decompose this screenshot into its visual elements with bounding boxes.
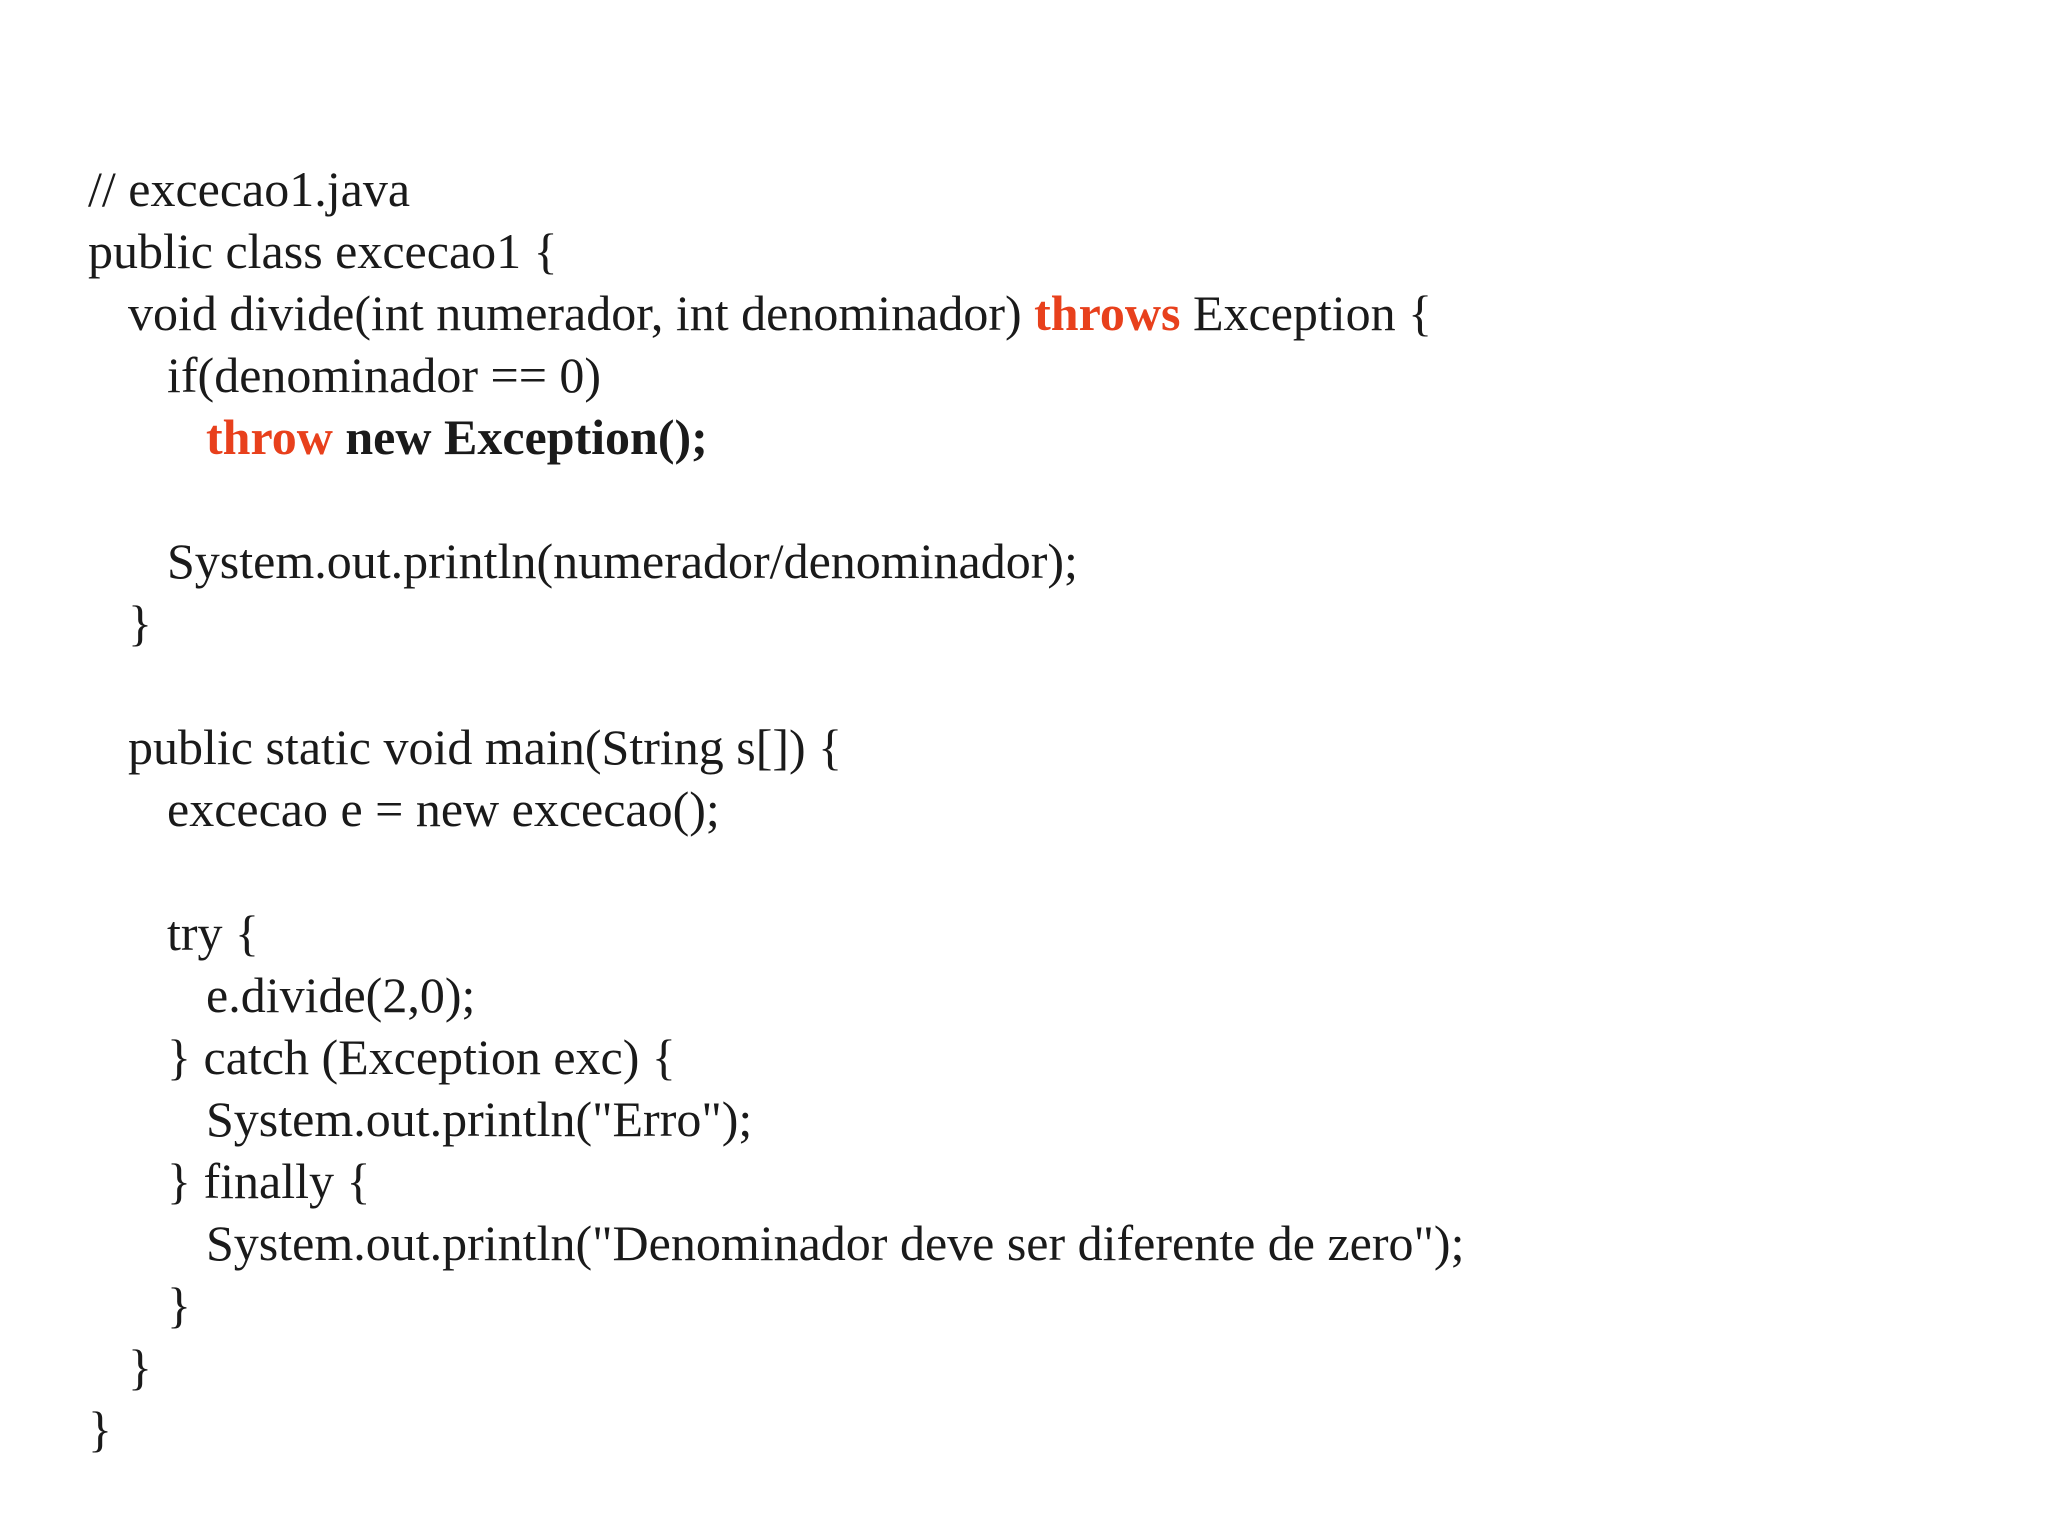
if-text: if(denominador == 0)	[167, 347, 602, 403]
finally-text: } finally {	[167, 1153, 371, 1209]
println-erro-text: System.out.println("Erro");	[206, 1091, 753, 1147]
instantiation-text: excecao e = new excecao();	[167, 781, 720, 837]
code-line-catch	[88, 1026, 1464, 1088]
code-line-blank	[88, 468, 1464, 530]
code-line-try	[88, 902, 1464, 964]
code-line-blank	[88, 840, 1464, 902]
method-close-brace: }	[128, 595, 152, 651]
code-line-main-decl	[88, 716, 1464, 778]
code-line-method-close	[88, 592, 1464, 654]
code-line-finally	[88, 1150, 1464, 1212]
class-close-brace: }	[88, 1401, 112, 1457]
code-line-method-decl	[88, 282, 1464, 344]
code-line-divide-call	[88, 964, 1464, 1026]
code-line-if	[88, 344, 1464, 406]
println-division-text: System.out.println(numerador/denominador);	[167, 533, 1078, 589]
try-text: try {	[167, 905, 260, 961]
println-denominador-text: System.out.println("Denominador deve ser diferente de zero");	[206, 1215, 1465, 1271]
code-line-blank	[88, 654, 1464, 716]
catch-text: } catch (Exception exc) {	[167, 1029, 676, 1085]
code-line-instantiation	[88, 778, 1464, 840]
throw-keyword: throw	[206, 409, 333, 465]
code-line-class-close	[88, 1398, 1464, 1460]
throw-statement: new Exception();	[332, 409, 708, 465]
method-decl-text: void divide(int numerador, int denominador)	[128, 285, 1035, 341]
class-decl-text: public class excecao1 {	[88, 223, 558, 279]
code-line-throw	[88, 406, 1464, 468]
code-line-finally-close	[88, 1274, 1464, 1336]
comment-text: // excecao1.java	[88, 161, 411, 217]
code-line-class-decl	[88, 220, 1464, 282]
code-listing	[88, 158, 1464, 1460]
code-line-comment	[88, 158, 1464, 220]
main-decl-text: public static void main(String s[]) {	[128, 719, 843, 775]
divide-call-text: e.divide(2,0);	[206, 967, 476, 1023]
code-line-println-division	[88, 530, 1464, 592]
code-line-println-erro	[88, 1088, 1464, 1150]
code-line-println-denominador	[88, 1212, 1464, 1274]
method-decl-rest: Exception {	[1180, 285, 1433, 341]
code-line-main-close	[88, 1336, 1464, 1398]
main-close-brace: }	[128, 1339, 152, 1395]
throws-keyword: throws	[1034, 285, 1181, 341]
finally-close-brace: }	[167, 1277, 191, 1333]
